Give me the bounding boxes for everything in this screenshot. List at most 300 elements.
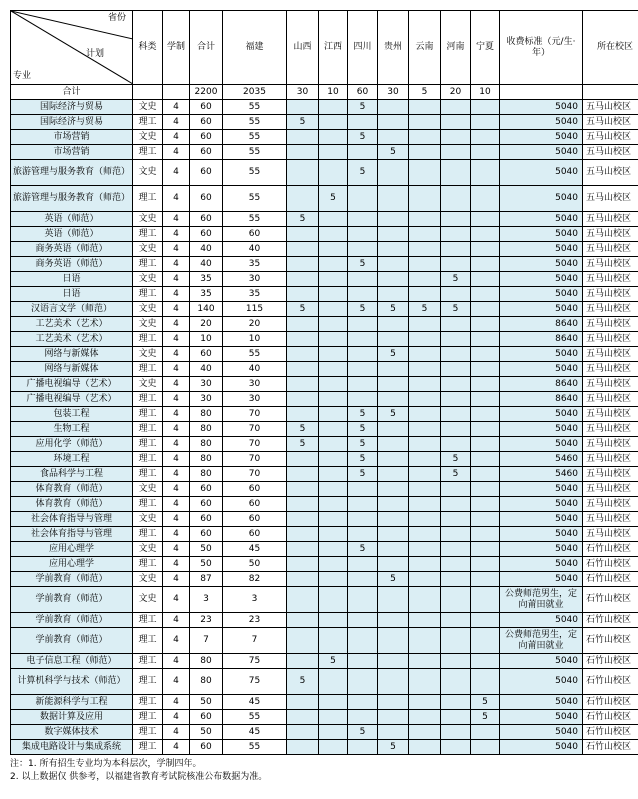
province-quota-cell (471, 527, 500, 542)
province-quota-cell: 60 (223, 227, 287, 242)
province-quota-cell (287, 362, 319, 377)
header-row (11, 11, 638, 85)
campus-cell: 五马山校区 (583, 467, 638, 482)
fee-cell: 5040 (500, 115, 583, 130)
province-quota-cell: 70 (223, 467, 287, 482)
province-quota-cell (471, 145, 500, 160)
province-quota-cell (409, 467, 441, 482)
province-quota-cell (441, 422, 471, 437)
province-quota-cell (471, 669, 500, 695)
campus-cell: 石竹山校区 (583, 542, 638, 557)
province-quota-cell (378, 392, 409, 407)
total-cell: 60 (190, 212, 223, 227)
major-cell: 日语 (11, 287, 133, 302)
province-quota-cell: 60 (223, 497, 287, 512)
category-cell: 理工 (133, 186, 163, 212)
province-quota-cell: 23 (223, 613, 287, 628)
province-quota-cell (287, 557, 319, 572)
category-cell: 文史 (133, 482, 163, 497)
province-quota-cell (287, 613, 319, 628)
table-row (11, 130, 638, 145)
province-quota-cell (319, 572, 348, 587)
province-quota-cell (471, 257, 500, 272)
fee-cell: 5040 (500, 130, 583, 145)
province-quota-cell: 5 (378, 740, 409, 755)
total-cell: 60 (190, 160, 223, 186)
fee-cell: 5460 (500, 452, 583, 467)
total-cell: 35 (190, 287, 223, 302)
province-quota-cell: 5 (471, 695, 500, 710)
province-quota-cell (471, 587, 500, 613)
table-row (11, 654, 638, 669)
total-cell: 60 (190, 227, 223, 242)
province-quota-cell: 45 (223, 725, 287, 740)
admission-plan-table (10, 10, 638, 755)
province-quota-cell (409, 572, 441, 587)
category-cell: 理工 (133, 332, 163, 347)
province-quota-cell (287, 160, 319, 186)
campus-cell: 石竹山校区 (583, 695, 638, 710)
footnotes (10, 758, 627, 784)
campus-cell: 五马山校区 (583, 527, 638, 542)
province-quota-cell (319, 467, 348, 482)
province-quota-cell (471, 497, 500, 512)
province-quota-cell (409, 527, 441, 542)
province-quota-cell (441, 130, 471, 145)
province-quota-cell: 60 (223, 527, 287, 542)
campus-cell: 五马山校区 (583, 272, 638, 287)
province-quota-cell (287, 100, 319, 115)
table-row (11, 467, 638, 482)
campus-cell: 五马山校区 (583, 392, 638, 407)
province-quota-cell (378, 695, 409, 710)
province-quota-cell (348, 272, 378, 287)
province-quota-cell (287, 186, 319, 212)
province-quota-cell: 5 (287, 437, 319, 452)
province-quota-cell (378, 613, 409, 628)
table-row (11, 572, 638, 587)
category-cell: 理工 (133, 392, 163, 407)
province-quota-cell (378, 628, 409, 654)
fee-cell: 公费师范男生，定向莆田就业 (500, 587, 583, 613)
province-quota-cell (441, 257, 471, 272)
province-quota-cell (287, 497, 319, 512)
table-row (11, 669, 638, 695)
fee-cell: 5040 (500, 557, 583, 572)
province-quota-cell (348, 287, 378, 302)
header-years: 学制 (163, 11, 190, 85)
campus-cell: 五马山校区 (583, 186, 638, 212)
province-quota-cell: 5 (378, 572, 409, 587)
category-cell: 理工 (133, 654, 163, 669)
total-cell: 60 (190, 527, 223, 542)
total-cell: 80 (190, 437, 223, 452)
province-quota-cell (471, 377, 500, 392)
province-quota-cell (471, 740, 500, 755)
province-quota-cell: 55 (223, 740, 287, 755)
table-row (11, 587, 638, 613)
summary-province: 10 (319, 85, 348, 100)
table-row (11, 347, 638, 362)
total-cell: 140 (190, 302, 223, 317)
category-cell: 文史 (133, 302, 163, 317)
province-quota-cell (409, 542, 441, 557)
years-cell: 4 (163, 467, 190, 482)
province-quota-cell (319, 695, 348, 710)
province-quota-cell (348, 740, 378, 755)
province-quota-cell (287, 130, 319, 145)
province-quota-cell (409, 362, 441, 377)
years-cell: 4 (163, 654, 190, 669)
province-quota-cell (409, 160, 441, 186)
province-quota-cell (348, 527, 378, 542)
years-cell: 4 (163, 452, 190, 467)
province-quota-cell: 5 (348, 130, 378, 145)
province-quota-cell (409, 587, 441, 613)
province-quota-cell: 30 (223, 272, 287, 287)
summary-label: 合计 (11, 85, 133, 100)
province-quota-cell: 5 (287, 302, 319, 317)
category-cell: 理工 (133, 115, 163, 130)
province-quota-cell (441, 347, 471, 362)
fee-cell: 5040 (500, 302, 583, 317)
years-cell: 4 (163, 145, 190, 160)
province-quota-cell (471, 100, 500, 115)
total-cell: 80 (190, 654, 223, 669)
total-cell: 60 (190, 497, 223, 512)
fee-cell: 5040 (500, 669, 583, 695)
total-cell: 3 (190, 587, 223, 613)
category-cell: 文史 (133, 317, 163, 332)
province-quota-cell (319, 613, 348, 628)
province-quota-cell: 55 (223, 100, 287, 115)
province-quota-cell (441, 572, 471, 587)
province-quota-cell (287, 740, 319, 755)
province-quota-cell (287, 467, 319, 482)
fee-cell: 5040 (500, 482, 583, 497)
province-quota-cell (378, 512, 409, 527)
province-quota-cell (471, 317, 500, 332)
years-cell: 4 (163, 437, 190, 452)
campus-cell: 石竹山校区 (583, 654, 638, 669)
province-quota-cell (348, 613, 378, 628)
province-quota-cell (409, 497, 441, 512)
province-quota-cell (287, 332, 319, 347)
province-quota-cell (471, 347, 500, 362)
fee-cell: 5040 (500, 362, 583, 377)
province-quota-cell (348, 482, 378, 497)
campus-cell: 五马山校区 (583, 145, 638, 160)
years-cell: 4 (163, 362, 190, 377)
province-quota-cell (409, 272, 441, 287)
total-cell: 20 (190, 317, 223, 332)
province-quota-cell (409, 227, 441, 242)
major-cell: 国际经济与贸易 (11, 100, 133, 115)
province-quota-cell: 5 (348, 467, 378, 482)
table-row (11, 437, 638, 452)
footnote: 2. 以上数据仅 供参考，以福建省教育考试院核准公布数据为准。 (10, 772, 268, 782)
province-quota-cell (409, 287, 441, 302)
fee-cell: 8640 (500, 317, 583, 332)
total-cell: 87 (190, 572, 223, 587)
province-quota-cell (348, 710, 378, 725)
major-cell: 商务英语（师范） (11, 257, 133, 272)
campus-cell: 五马山校区 (583, 497, 638, 512)
fee-cell: 5040 (500, 257, 583, 272)
province-quota-cell: 5 (378, 347, 409, 362)
province-quota-cell (441, 160, 471, 186)
table-row (11, 422, 638, 437)
total-cell: 50 (190, 725, 223, 740)
province-quota-cell (409, 377, 441, 392)
footnote: 注：1. 所有招生专业均为本科层次，学制四年。 (10, 759, 202, 769)
province-quota-cell (471, 186, 500, 212)
category-cell: 文史 (133, 100, 163, 115)
province-quota-cell (441, 725, 471, 740)
province-quota-cell (409, 317, 441, 332)
province-quota-cell (319, 557, 348, 572)
province-quota-cell (471, 628, 500, 654)
table-row (11, 710, 638, 725)
province-quota-cell (409, 710, 441, 725)
province-quota-cell (441, 186, 471, 212)
major-cell: 包装工程 (11, 407, 133, 422)
province-quota-cell (319, 669, 348, 695)
years-cell: 4 (163, 100, 190, 115)
province-quota-cell (471, 115, 500, 130)
province-quota-cell (378, 130, 409, 145)
province-quota-cell (287, 392, 319, 407)
header-province: 四川 (348, 11, 378, 85)
major-cell: 计算机科学与技术（师范） (11, 669, 133, 695)
province-quota-cell (319, 740, 348, 755)
campus-cell: 五马山校区 (583, 100, 638, 115)
province-quota-cell (287, 695, 319, 710)
province-quota-cell (378, 497, 409, 512)
major-cell: 市场营销 (11, 130, 133, 145)
province-quota-cell (319, 422, 348, 437)
category-cell: 理工 (133, 613, 163, 628)
province-quota-cell (471, 512, 500, 527)
province-quota-cell (378, 377, 409, 392)
table-row (11, 542, 638, 557)
province-quota-cell (378, 482, 409, 497)
province-quota-cell (409, 613, 441, 628)
province-quota-cell (471, 302, 500, 317)
header-province: 河南 (441, 11, 471, 85)
province-quota-cell (348, 317, 378, 332)
category-cell: 文史 (133, 212, 163, 227)
province-quota-cell: 5 (348, 100, 378, 115)
fee-cell: 8640 (500, 392, 583, 407)
major-cell: 体育教育（师范） (11, 497, 133, 512)
province-quota-cell (441, 512, 471, 527)
header-province: 江西 (319, 11, 348, 85)
table-row (11, 242, 638, 257)
province-quota-cell (378, 332, 409, 347)
years-cell: 4 (163, 497, 190, 512)
province-quota-cell (441, 482, 471, 497)
province-quota-cell (287, 512, 319, 527)
total-cell: 30 (190, 377, 223, 392)
province-quota-cell (471, 613, 500, 628)
province-quota-cell (319, 212, 348, 227)
province-quota-cell (441, 613, 471, 628)
fee-cell: 5040 (500, 437, 583, 452)
province-quota-cell (319, 482, 348, 497)
province-quota-cell (319, 257, 348, 272)
province-quota-cell (441, 695, 471, 710)
total-cell: 60 (190, 145, 223, 160)
province-quota-cell (378, 115, 409, 130)
province-quota-cell (319, 317, 348, 332)
province-quota-cell (348, 347, 378, 362)
province-quota-cell (409, 332, 441, 347)
years-cell: 4 (163, 317, 190, 332)
major-cell: 电子信息工程（师范） (11, 654, 133, 669)
major-cell: 环境工程 (11, 452, 133, 467)
province-quota-cell (409, 452, 441, 467)
years-cell: 4 (163, 669, 190, 695)
category-cell: 文史 (133, 542, 163, 557)
province-quota-cell (441, 332, 471, 347)
campus-cell: 石竹山校区 (583, 587, 638, 613)
table-row (11, 740, 638, 755)
province-quota-cell (441, 437, 471, 452)
total-cell: 60 (190, 512, 223, 527)
fee-cell: 5040 (500, 347, 583, 362)
fee-cell: 5040 (500, 654, 583, 669)
table-row (11, 497, 638, 512)
province-quota-cell: 5 (348, 437, 378, 452)
province-quota-cell (409, 557, 441, 572)
years-cell: 4 (163, 115, 190, 130)
campus-cell: 五马山校区 (583, 130, 638, 145)
province-quota-cell (378, 587, 409, 613)
province-quota-cell (409, 740, 441, 755)
province-quota-cell: 5 (441, 452, 471, 467)
years-cell: 4 (163, 422, 190, 437)
years-cell: 4 (163, 272, 190, 287)
campus-cell: 石竹山校区 (583, 725, 638, 740)
province-quota-cell (378, 654, 409, 669)
category-cell: 文史 (133, 130, 163, 145)
major-cell: 应用化学（师范） (11, 437, 133, 452)
province-quota-cell (441, 654, 471, 669)
province-quota-cell (319, 145, 348, 160)
campus-cell: 五马山校区 (583, 302, 638, 317)
province-quota-cell: 5 (319, 654, 348, 669)
table-row (11, 257, 638, 272)
province-quota-cell: 45 (223, 542, 287, 557)
years-cell: 4 (163, 392, 190, 407)
province-quota-cell (471, 160, 500, 186)
total-cell: 80 (190, 452, 223, 467)
province-quota-cell (471, 242, 500, 257)
major-cell: 英语（师范） (11, 227, 133, 242)
total-cell: 80 (190, 669, 223, 695)
province-quota-cell (319, 362, 348, 377)
province-quota-cell (378, 557, 409, 572)
province-quota-cell (409, 628, 441, 654)
province-quota-cell: 35 (223, 287, 287, 302)
header-plan-label: 计划 (85, 49, 104, 59)
total-cell: 40 (190, 242, 223, 257)
province-quota-cell (348, 572, 378, 587)
campus-cell: 五马山校区 (583, 332, 638, 347)
province-quota-cell (319, 542, 348, 557)
province-quota-cell: 5 (348, 422, 378, 437)
province-quota-cell (409, 422, 441, 437)
category-cell: 理工 (133, 669, 163, 695)
summary-total: 2200 (190, 85, 223, 100)
category-cell: 文史 (133, 512, 163, 527)
major-cell: 体育教育（师范） (11, 482, 133, 497)
total-cell: 50 (190, 557, 223, 572)
total-cell: 60 (190, 347, 223, 362)
province-quota-cell (441, 542, 471, 557)
province-quota-cell (348, 654, 378, 669)
major-cell: 市场营销 (11, 145, 133, 160)
province-quota-cell (319, 497, 348, 512)
province-quota-cell: 5 (348, 257, 378, 272)
years-cell: 4 (163, 227, 190, 242)
province-quota-cell (378, 669, 409, 695)
province-quota-cell (319, 115, 348, 130)
province-quota-cell: 30 (223, 392, 287, 407)
campus-cell: 五马山校区 (583, 377, 638, 392)
header-category: 科类 (133, 11, 163, 85)
table-row (11, 212, 638, 227)
province-quota-cell (287, 272, 319, 287)
province-quota-cell (441, 242, 471, 257)
campus-cell: 五马山校区 (583, 422, 638, 437)
province-quota-cell (471, 227, 500, 242)
province-quota-cell (348, 332, 378, 347)
total-cell: 60 (190, 710, 223, 725)
table-row (11, 482, 638, 497)
fee-cell: 8640 (500, 377, 583, 392)
header-province: 贵州 (378, 11, 409, 85)
total-cell: 7 (190, 628, 223, 654)
header-province: 宁夏 (471, 11, 500, 85)
major-cell: 工艺美术（艺术） (11, 317, 133, 332)
province-quota-cell: 5 (287, 422, 319, 437)
category-cell: 理工 (133, 422, 163, 437)
fee-cell: 5040 (500, 542, 583, 557)
province-quota-cell (319, 392, 348, 407)
province-quota-cell (378, 272, 409, 287)
province-quota-cell (409, 212, 441, 227)
province-quota-cell (409, 669, 441, 695)
province-quota-cell (378, 437, 409, 452)
years-cell: 4 (163, 512, 190, 527)
province-quota-cell (471, 130, 500, 145)
province-quota-cell (409, 695, 441, 710)
fee-cell: 5040 (500, 572, 583, 587)
table-row (11, 613, 638, 628)
major-cell: 日语 (11, 272, 133, 287)
years-cell: 4 (163, 287, 190, 302)
total-cell: 40 (190, 257, 223, 272)
province-quota-cell: 5 (287, 212, 319, 227)
table-row (11, 160, 638, 186)
campus-cell: 石竹山校区 (583, 557, 638, 572)
province-quota-cell: 60 (223, 482, 287, 497)
province-quota-cell (378, 452, 409, 467)
table-row (11, 512, 638, 527)
province-quota-cell (319, 227, 348, 242)
